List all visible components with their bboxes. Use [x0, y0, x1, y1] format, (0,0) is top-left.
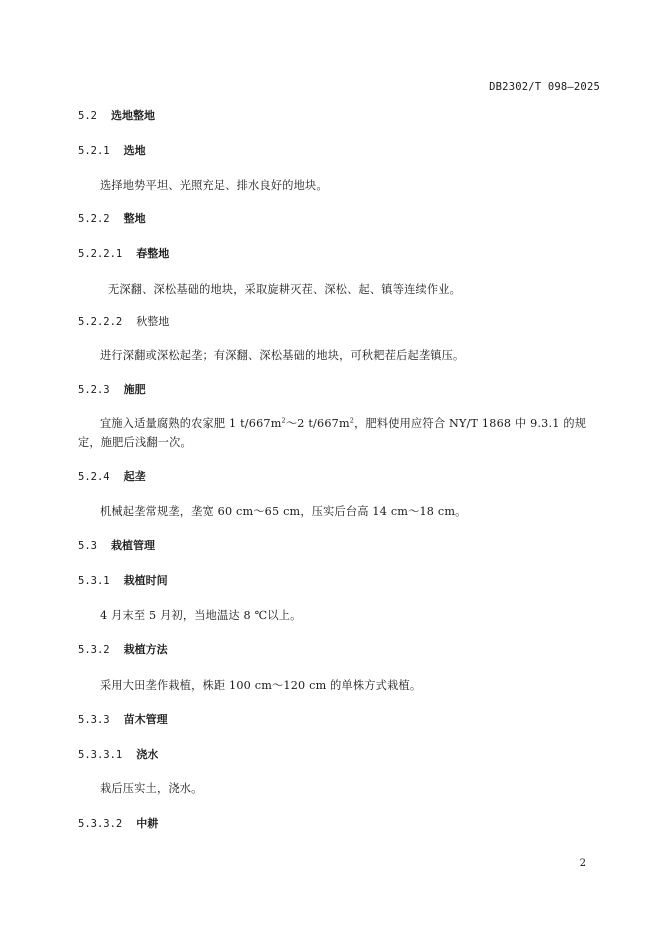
section-title: 春整地 [136, 247, 170, 260]
paragraph-watering: 栽后压实土，浇水。 [100, 782, 203, 795]
paragraph-ridging: 机械起垄常规垄，垄宽 60 cm～65 cm，压实后台高 14 cm～18 cm。 [100, 505, 467, 518]
paragraph-spring-prep: 无深翻、深松基础的地块，采取旋耕灭茬、深松、起、镇等连续作业。 [108, 283, 462, 296]
fert-text-a: 宜施入适量腐熟的农家肥 1 t/667m [100, 417, 282, 430]
section-heading-5-3 [78, 537, 155, 553]
section-heading-5-2-2 [78, 210, 146, 226]
section-title: 苗木管理 [123, 713, 168, 726]
section-heading-5-3-3-2 [78, 815, 158, 831]
section-number: 5.2.2 [78, 213, 110, 225]
section-title: 选地整地 [110, 109, 155, 122]
section-heading-5-3-3 [78, 711, 168, 727]
section-title: 整地 [123, 212, 146, 225]
page-number: 2 [579, 858, 586, 869]
paragraph-fertilization [78, 414, 600, 452]
section-title: 栽植管理 [110, 539, 155, 552]
section-title: 选地 [123, 144, 146, 157]
section-number: 5.3.2 [78, 644, 110, 656]
section-title: 起垄 [123, 470, 146, 483]
section-number: 5.3.3 [78, 714, 110, 726]
paragraph-planting-method: 采用大田垄作栽植，株距 100 cm～120 cm 的单株方式栽植。 [100, 679, 422, 692]
section-heading-5-2-2-1 [78, 245, 169, 261]
section-number: 5.2.2.1 [78, 248, 123, 260]
section-title: 栽植时间 [123, 574, 168, 587]
paragraph-autumn-prep: 进行深翻或深松起垄；有深翻、深松基础的地块，可秋耙茬后起垄镇压。 [100, 349, 465, 362]
section-number: 5.3.1 [78, 575, 110, 587]
superscript-2: 2 [281, 416, 286, 425]
section-title: 栽植方法 [123, 643, 168, 656]
section-heading-5-2-4 [78, 468, 146, 484]
superscript-2: 2 [349, 416, 355, 425]
paragraph-select-land: 选择地势平坦、光照充足、排水良好的地块。 [100, 179, 328, 192]
section-number: 5.2.3 [78, 384, 110, 396]
section-number: 5.2 [78, 110, 97, 122]
section-heading-5-2-3 [78, 381, 146, 397]
section-heading-5-3-2 [78, 641, 168, 657]
fert-text-b: ～2 t/667m [285, 417, 350, 430]
section-number: 5.2.2.2 [78, 316, 123, 328]
section-heading-5-3-1 [78, 572, 168, 588]
document-code: DB2302/T 098—2025 [489, 81, 600, 93]
section-number: 5.3.3.1 [78, 749, 123, 761]
section-heading-5-3-3-1 [78, 746, 158, 762]
fert-text-c: ，肥料使用应符合 NY/T 1868 中 9.3.1 的规定，施肥后浅翻一次。 [78, 417, 587, 449]
section-number: 5.2.1 [78, 145, 110, 157]
section-number: 5.3 [78, 540, 97, 552]
section-title: 中耕 [136, 817, 159, 830]
section-heading-5-2-2-2 [78, 313, 169, 329]
paragraph-planting-time: 4 月末至 5 月初，当地温达 8 ℃以上。 [100, 609, 302, 622]
section-number: 5.2.4 [78, 471, 110, 483]
section-title: 秋整地 [136, 315, 170, 328]
section-heading-5-2-1 [78, 142, 146, 158]
section-title: 浇水 [136, 748, 159, 761]
section-heading-5-2 [78, 107, 155, 123]
section-title: 施肥 [123, 383, 146, 396]
section-number: 5.3.3.2 [78, 818, 123, 830]
